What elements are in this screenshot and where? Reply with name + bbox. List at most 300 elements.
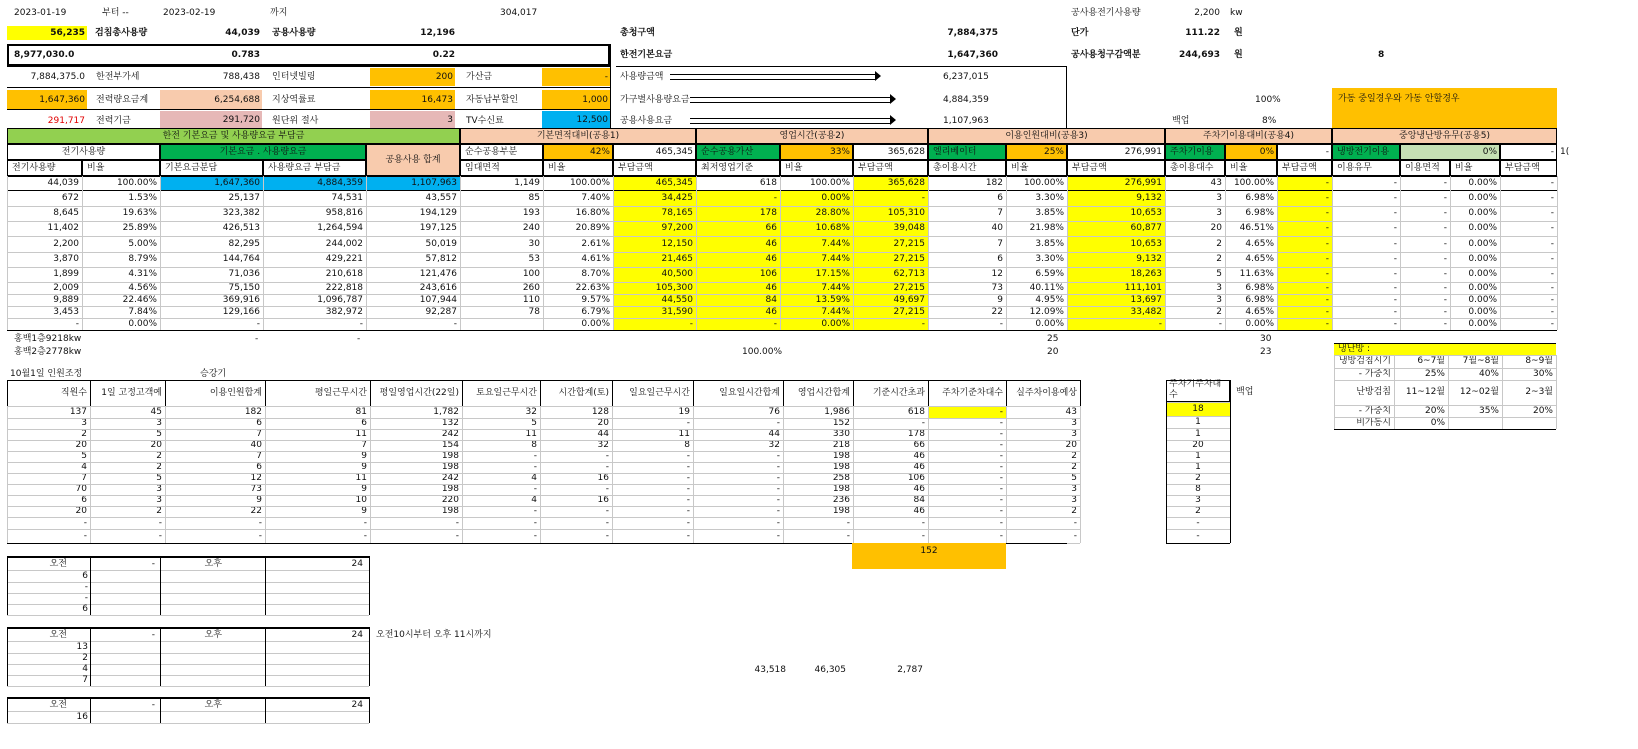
main-cell[interactable]: 178	[696, 206, 780, 221]
main-cell[interactable]: 1,096,787	[317, 295, 363, 305]
main-cell[interactable]: 0.00%	[1468, 208, 1497, 218]
staff-cell[interactable]: 5	[531, 418, 537, 428]
staff-cell[interactable]: -	[686, 506, 690, 516]
cell-7884375-0[interactable]: 7,884,375.0	[30, 72, 85, 82]
staff-cell[interactable]: 7	[361, 440, 367, 450]
main-cell[interactable]: -	[1393, 283, 1397, 293]
staff-cell[interactable]: 43	[1065, 407, 1077, 417]
staff-cell[interactable]: 11	[678, 429, 690, 439]
parking-cell[interactable]: 3	[1195, 495, 1201, 505]
pm-value[interactable]: 24	[351, 700, 363, 710]
main-cell[interactable]: 1,647,360	[160, 176, 263, 190]
staff-cell[interactable]: -	[605, 531, 609, 541]
staff-cell[interactable]: 9	[256, 495, 262, 505]
main-cell[interactable]: 672	[61, 193, 79, 203]
staff-cell[interactable]: 20	[150, 440, 162, 450]
staff-cell[interactable]: -	[776, 462, 780, 472]
main-cell[interactable]: 426,513	[222, 223, 260, 233]
main-cell[interactable]: -	[1550, 239, 1554, 249]
staff-cell[interactable]: -	[921, 531, 925, 541]
main-cell[interactable]: 9,889	[53, 295, 79, 305]
cell-12196[interactable]: 12,196	[420, 28, 455, 38]
main-cell[interactable]: 100.00%	[809, 178, 850, 188]
main-cell[interactable]: 2	[1216, 307, 1222, 317]
main-cell[interactable]: -	[1277, 221, 1332, 236]
staff-cell[interactable]: 6	[256, 418, 262, 428]
main-cell[interactable]: 100.00%	[1233, 178, 1274, 188]
main-cell[interactable]: 106	[696, 267, 780, 282]
cell-200[interactable]: 200	[370, 68, 455, 86]
staff-cell[interactable]: -	[533, 518, 537, 528]
cell-operation-note[interactable]: 가동 중일경우와 가동 안할경우	[1332, 88, 1557, 128]
staff-cell[interactable]: 132	[441, 418, 459, 428]
main-cell[interactable]: 0.00%	[1468, 254, 1497, 264]
staff-cell[interactable]: 1,782	[433, 407, 459, 417]
main-cell[interactable]: 323,382	[222, 208, 260, 218]
main-cell[interactable]: 0.00%	[1468, 295, 1497, 305]
main-cell[interactable]: 4.61%	[581, 254, 610, 264]
main-cell[interactable]: 6.59%	[1035, 269, 1064, 279]
staff-cell[interactable]: 218	[832, 440, 850, 450]
main-cell[interactable]: -	[1393, 269, 1397, 279]
main-cell[interactable]: 4.56%	[128, 283, 157, 293]
main-cell[interactable]: -	[1443, 239, 1447, 249]
hdr-dash-a[interactable]: -	[1277, 144, 1332, 160]
staff-cell[interactable]: 198	[832, 451, 850, 461]
main-cell[interactable]: 4.95%	[1035, 295, 1064, 305]
staff-cell[interactable]: 4	[531, 473, 537, 483]
heating-cell[interactable]: 7월~8월	[1462, 356, 1499, 366]
staff-cell[interactable]: 11	[355, 473, 367, 483]
parking-cell[interactable]: -	[1196, 518, 1200, 528]
staff-cell[interactable]: 3	[81, 418, 87, 428]
staff-cell[interactable]: 20	[1065, 440, 1077, 450]
staff-cell[interactable]: -	[533, 484, 537, 494]
main-cell[interactable]: 3.85%	[1035, 239, 1064, 249]
main-cell[interactable]: -	[1277, 252, 1332, 267]
main-cell[interactable]: 7.84%	[128, 307, 157, 317]
main-cell[interactable]: 92,287	[425, 307, 457, 317]
main-cell[interactable]: 7.44%	[780, 252, 853, 267]
main-cell[interactable]: 6.98%	[1245, 283, 1274, 293]
staff-cell[interactable]: 6	[361, 418, 367, 428]
main-cell[interactable]: -	[1393, 178, 1397, 188]
staff-cell[interactable]: -	[999, 418, 1003, 428]
main-cell[interactable]: -	[1443, 319, 1447, 329]
heating-cell[interactable]: 11~12월	[1405, 387, 1445, 397]
main-cell[interactable]: 2	[1216, 254, 1222, 264]
parking-cell[interactable]: 2	[1195, 473, 1201, 483]
main-cell[interactable]: 3,870	[53, 254, 79, 264]
main-cell[interactable]: 27,215	[853, 236, 928, 252]
main-cell[interactable]: 71,036	[228, 269, 260, 279]
main-cell[interactable]: -	[1277, 318, 1332, 330]
staff-cell[interactable]: 3	[1071, 418, 1077, 428]
staff-cell[interactable]: -	[1073, 518, 1077, 528]
main-cell[interactable]: 7.44%	[780, 306, 853, 318]
main-cell[interactable]: 20.89%	[575, 223, 610, 233]
staff-cell[interactable]: 32	[768, 440, 780, 450]
main-cell[interactable]: 465,345	[613, 176, 696, 190]
main-cell[interactable]: 193	[522, 208, 540, 218]
main-cell[interactable]: 3.30%	[1035, 254, 1064, 264]
main-cell[interactable]: -	[1550, 307, 1554, 317]
cell-6254688[interactable]: 6,254,688	[160, 90, 262, 110]
main-cell[interactable]: 44,039	[47, 178, 79, 188]
heating-cell[interactable]: 20%	[1532, 406, 1553, 416]
main-cell[interactable]: 10,653	[1067, 206, 1165, 221]
staff-cell[interactable]: -	[605, 484, 609, 494]
staff-cell[interactable]: -	[999, 462, 1003, 472]
staff-cell[interactable]: 152	[832, 418, 850, 428]
cell-0783[interactable]: 0.783	[231, 50, 260, 60]
main-cell[interactable]: -	[1443, 223, 1447, 233]
main-cell[interactable]: 13,697	[1067, 294, 1165, 306]
staff-cell[interactable]: 10	[355, 495, 367, 505]
main-cell[interactable]: 10.68%	[780, 221, 853, 236]
staff-cell[interactable]: -	[363, 518, 367, 528]
main-cell[interactable]: 3	[1216, 283, 1222, 293]
staff-cell[interactable]: 5	[156, 473, 162, 483]
staff-cell[interactable]: -	[686, 462, 690, 472]
main-cell[interactable]: 12	[991, 269, 1003, 279]
cell-244693[interactable]: 244,693	[1179, 50, 1220, 60]
staff-cell[interactable]: -	[776, 484, 780, 494]
staff-cell[interactable]: 618	[907, 407, 925, 417]
staff-cell[interactable]: 9	[361, 484, 367, 494]
main-cell[interactable]: -	[1443, 178, 1447, 188]
main-cell[interactable]: 0.00%	[1468, 269, 1497, 279]
main-cell[interactable]: 0.00%	[1035, 319, 1064, 329]
main-cell[interactable]: 10,653	[1067, 236, 1165, 252]
total-2787[interactable]: 2,787	[897, 665, 923, 675]
cell-44039[interactable]: 44,039	[225, 28, 260, 38]
main-cell[interactable]: 276,991	[1067, 176, 1165, 190]
staff-cell[interactable]: -	[533, 531, 537, 541]
staff-cell[interactable]: 5	[1071, 473, 1077, 483]
pm-label[interactable]: 오후	[204, 559, 222, 569]
main-cell[interactable]: 74,531	[331, 193, 363, 203]
main-cell[interactable]: 57,812	[425, 254, 457, 264]
staff-cell[interactable]: -	[776, 506, 780, 516]
staff-cell[interactable]: 16	[597, 495, 609, 505]
main-cell[interactable]: 4,884,359	[263, 176, 366, 190]
main-cell[interactable]: 429,221	[325, 254, 363, 264]
staff-cell[interactable]: 242	[441, 429, 459, 439]
main-cell[interactable]: 9	[997, 295, 1003, 305]
cell-1647360[interactable]: 1,647,360	[947, 50, 998, 60]
pm-label[interactable]: 오후	[204, 630, 222, 640]
cell-total-304017[interactable]: 304,017	[500, 8, 538, 18]
block-row[interactable]: -	[84, 593, 88, 603]
main-cell[interactable]: 46	[696, 252, 780, 267]
main-cell[interactable]: -	[1550, 223, 1554, 233]
main-cell[interactable]: 5	[1216, 269, 1222, 279]
staff-cell[interactable]: 3	[156, 484, 162, 494]
main-cell[interactable]: 1,899	[53, 269, 79, 279]
main-cell[interactable]: 82,295	[228, 239, 260, 249]
main-cell[interactable]: -	[1550, 208, 1554, 218]
main-cell[interactable]: 111,101	[1067, 282, 1165, 294]
main-cell[interactable]: -	[1550, 269, 1554, 279]
main-cell[interactable]: 97,200	[613, 221, 696, 236]
staff-cell[interactable]: 81	[355, 407, 367, 417]
staff-cell[interactable]: 2	[156, 451, 162, 461]
main-cell[interactable]: 6.98%	[1245, 295, 1274, 305]
block-row[interactable]: 6	[82, 604, 88, 614]
staff-cell[interactable]: -	[158, 518, 162, 528]
heating-cell[interactable]: 40%	[1478, 369, 1499, 379]
staff-cell[interactable]: 5	[81, 451, 87, 461]
cell-1107963[interactable]: 1,107,963	[943, 116, 989, 126]
main-cell[interactable]: 194,129	[419, 208, 457, 218]
staff-cell[interactable]: 198	[441, 484, 459, 494]
main-cell[interactable]: 8.79%	[128, 254, 157, 264]
main-cell[interactable]: 0.00%	[1468, 283, 1497, 293]
main-cell[interactable]: 66	[696, 221, 780, 236]
main-cell[interactable]: 958,816	[325, 208, 363, 218]
staff-cell[interactable]: 19	[678, 407, 690, 417]
main-cell[interactable]: 1.53%	[128, 193, 157, 203]
staff-cell[interactable]: 8	[531, 440, 537, 450]
block-row[interactable]: 2	[82, 653, 88, 663]
staff-cell[interactable]: -	[686, 473, 690, 483]
heating-cell[interactable]: 비가동시	[1356, 418, 1391, 428]
main-cell[interactable]: 33,482	[1067, 306, 1165, 318]
main-cell[interactable]: 22	[991, 307, 1003, 317]
heating-cell[interactable]: 30%	[1532, 369, 1553, 379]
staff-cell[interactable]: 7	[256, 429, 262, 439]
total-46305[interactable]: 46,305	[814, 665, 846, 675]
staff-cell[interactable]: -	[776, 495, 780, 505]
main-cell[interactable]: 4.31%	[128, 269, 157, 279]
staff-cell[interactable]: 32	[525, 407, 537, 417]
cell-surcharge[interactable]: -	[542, 68, 610, 86]
staff-cell[interactable]: -	[533, 451, 537, 461]
hdr-dash-b[interactable]: -	[1500, 144, 1557, 160]
main-cell[interactable]: 107,944	[419, 295, 457, 305]
staff-cell[interactable]: 9	[361, 462, 367, 472]
staff-cell[interactable]: -	[533, 506, 537, 516]
staff-cell[interactable]: 11	[525, 429, 537, 439]
main-cell[interactable]: 7.44%	[780, 282, 853, 294]
cell-6237015[interactable]: 6,237,015	[943, 72, 989, 82]
heating-cell[interactable]: 12~02월	[1459, 387, 1499, 397]
main-cell[interactable]: 25,137	[228, 193, 260, 203]
parking-cell[interactable]: 8	[1195, 484, 1201, 494]
main-cell[interactable]: -	[1550, 254, 1554, 264]
staff-cell[interactable]: -	[846, 518, 850, 528]
main-cell[interactable]: 197,125	[419, 223, 457, 233]
staff-cell[interactable]: 73	[250, 484, 262, 494]
staff-cell[interactable]: -	[605, 462, 609, 472]
main-cell[interactable]: -	[75, 319, 79, 329]
staff-cell[interactable]: 3	[1071, 484, 1077, 494]
main-cell[interactable]: 3	[1216, 208, 1222, 218]
main-cell[interactable]: 0.00%	[128, 319, 157, 329]
staff-cell[interactable]: -	[686, 531, 690, 541]
staff-cell[interactable]: 76	[768, 407, 780, 417]
staff-cell[interactable]: 2	[1071, 451, 1077, 461]
main-cell[interactable]: 27,215	[853, 282, 928, 294]
main-cell[interactable]: 243,616	[419, 283, 457, 293]
heating-cell[interactable]: - 가중치	[1358, 369, 1391, 379]
heating-cell[interactable]: 25%	[1424, 369, 1445, 379]
block-row[interactable]: 7	[82, 675, 88, 685]
staff-cell[interactable]: 70	[75, 484, 87, 494]
main-cell[interactable]: 182	[985, 178, 1003, 188]
main-cell[interactable]: 2,200	[53, 239, 79, 249]
staff-cell[interactable]: 44	[768, 429, 780, 439]
main-cell[interactable]: 27,215	[853, 252, 928, 267]
parking-cell[interactable]: 1	[1195, 429, 1201, 439]
main-cell[interactable]: 60,877	[1067, 221, 1165, 236]
staff-cell[interactable]: 198	[441, 506, 459, 516]
heating-cell[interactable]: - 가중치	[1358, 406, 1391, 416]
pm-label[interactable]: 오후	[204, 700, 222, 710]
main-cell[interactable]: 6.98%	[1245, 208, 1274, 218]
main-cell[interactable]: 222,818	[325, 283, 363, 293]
staff-cell[interactable]: 32	[597, 440, 609, 450]
staff-cell[interactable]: 198	[832, 462, 850, 472]
cell-291720[interactable]: 291,720	[160, 111, 262, 129]
staff-cell[interactable]: -	[686, 518, 690, 528]
staff-cell[interactable]: -	[999, 484, 1003, 494]
heating-cell[interactable]: 8~9월	[1525, 356, 1553, 366]
main-cell[interactable]: 365,628	[853, 176, 928, 190]
staff-cell[interactable]: -	[686, 495, 690, 505]
main-cell[interactable]: -	[1550, 283, 1554, 293]
block-row[interactable]: 6	[82, 571, 88, 581]
main-cell[interactable]: 6.98%	[1245, 193, 1274, 203]
main-cell[interactable]: 3,453	[53, 307, 79, 317]
staff-cell[interactable]: -	[455, 518, 459, 528]
main-cell[interactable]: 34,425	[613, 190, 696, 206]
staff-cell[interactable]: 4	[81, 462, 87, 472]
main-cell[interactable]: 46	[696, 282, 780, 294]
parking-cell[interactable]: 18	[1166, 402, 1230, 416]
staff-cell[interactable]: 2	[156, 462, 162, 472]
staff-cell[interactable]: -	[363, 531, 367, 541]
main-cell[interactable]: -	[1550, 178, 1554, 188]
main-cell[interactable]: 17.15%	[780, 267, 853, 282]
block-row[interactable]: -	[84, 582, 88, 592]
main-cell[interactable]: -	[1550, 193, 1554, 203]
staff-cell[interactable]: 5	[156, 429, 162, 439]
staff-cell[interactable]: 154	[441, 440, 459, 450]
main-cell[interactable]: 16.80%	[575, 208, 610, 218]
staff-cell[interactable]: -	[999, 451, 1003, 461]
heating-cell[interactable]: 20%	[1424, 406, 1445, 416]
cell-788438[interactable]: 788,438	[222, 72, 260, 82]
main-cell[interactable]: 7.40%	[581, 193, 610, 203]
cell-1647360-b[interactable]: 1,647,360	[7, 90, 87, 110]
staff-cell[interactable]: 20	[75, 440, 87, 450]
block-row[interactable]: 13	[76, 642, 88, 652]
main-cell[interactable]: 40	[991, 223, 1003, 233]
main-cell[interactable]: 85	[528, 193, 540, 203]
main-cell[interactable]: 0.00%	[1468, 239, 1497, 249]
main-cell[interactable]: 25.89%	[122, 223, 157, 233]
main-cell[interactable]: 2,009	[53, 283, 79, 293]
staff-cell[interactable]: -	[776, 418, 780, 428]
main-cell[interactable]: 0.00%	[780, 190, 853, 206]
heating-cell[interactable]	[1448, 417, 1502, 429]
main-cell[interactable]: -	[1443, 208, 1447, 218]
main-cell[interactable]: 46	[696, 306, 780, 318]
main-cell[interactable]: -	[853, 190, 928, 206]
main-cell[interactable]: 129,166	[222, 307, 260, 317]
staff-cell[interactable]: 258	[832, 473, 850, 483]
cell-start-date[interactable]: 2023-01-19	[14, 8, 67, 18]
staff-cell[interactable]: -	[605, 451, 609, 461]
staff-cell[interactable]: 178	[907, 429, 925, 439]
staff-cell[interactable]: -	[455, 531, 459, 541]
block-row[interactable]: 4	[82, 664, 88, 674]
main-cell[interactable]: 8,645	[53, 208, 79, 218]
staff-cell[interactable]: 198	[441, 451, 459, 461]
main-cell[interactable]: 0.00%	[1468, 193, 1497, 203]
staff-cell[interactable]: 44	[597, 429, 609, 439]
am-value[interactable]: -	[151, 630, 155, 640]
staff-cell[interactable]: 3	[156, 495, 162, 505]
staff-cell[interactable]: -	[1073, 531, 1077, 541]
am-label[interactable]: 오전	[49, 700, 67, 710]
main-cell[interactable]: 12.09%	[1029, 307, 1064, 317]
main-cell[interactable]: 100	[522, 269, 540, 279]
main-cell[interactable]: 53	[528, 254, 540, 264]
cell-111-22[interactable]: 111.22	[1185, 28, 1220, 38]
main-cell[interactable]: 110	[522, 295, 540, 305]
main-cell[interactable]: 3.85%	[1035, 208, 1064, 218]
hdr-25pct[interactable]: 25%	[1006, 144, 1067, 160]
staff-cell[interactable]: 2	[81, 429, 87, 439]
am-label[interactable]: 오전	[49, 559, 67, 569]
main-cell[interactable]: -	[1277, 176, 1332, 190]
staff-cell[interactable]: -	[776, 451, 780, 461]
heating-cell[interactable]	[1502, 417, 1556, 429]
main-cell[interactable]: 3	[1216, 193, 1222, 203]
parking-cell[interactable]: 1	[1195, 451, 1201, 461]
staff-total-152[interactable]: 152	[852, 543, 1006, 569]
staff-cell[interactable]: -	[258, 518, 262, 528]
main-cell[interactable]: 21.98%	[1029, 223, 1064, 233]
hdr-0pct-a[interactable]: 0%	[1225, 144, 1277, 160]
staff-cell[interactable]: 6	[81, 495, 87, 505]
main-cell[interactable]: -	[453, 319, 457, 329]
block-row[interactable]: 16	[76, 712, 88, 722]
main-cell[interactable]: 43,557	[425, 193, 457, 203]
main-cell[interactable]: 144,764	[222, 254, 260, 264]
staff-cell[interactable]: -	[999, 531, 1003, 541]
main-cell[interactable]: 9,132	[1067, 190, 1165, 206]
staff-cell[interactable]: 9	[361, 451, 367, 461]
main-cell[interactable]: 43	[1210, 178, 1222, 188]
staff-cell[interactable]: 106	[907, 473, 925, 483]
main-cell[interactable]: -	[1393, 208, 1397, 218]
main-cell[interactable]: 44,550	[613, 294, 696, 306]
main-cell[interactable]: 0.00%	[1468, 319, 1497, 329]
main-cell[interactable]: 62,713	[853, 267, 928, 282]
main-cell[interactable]: 0.00%	[1468, 178, 1497, 188]
main-cell[interactable]: 1,107,963	[366, 176, 460, 190]
main-cell[interactable]: -	[1277, 206, 1332, 221]
main-cell[interactable]: 73	[991, 283, 1003, 293]
main-cell[interactable]: -	[1443, 295, 1447, 305]
main-cell[interactable]: 260	[522, 283, 540, 293]
main-cell[interactable]: -	[1393, 239, 1397, 249]
staff-cell[interactable]: 242	[441, 473, 459, 483]
